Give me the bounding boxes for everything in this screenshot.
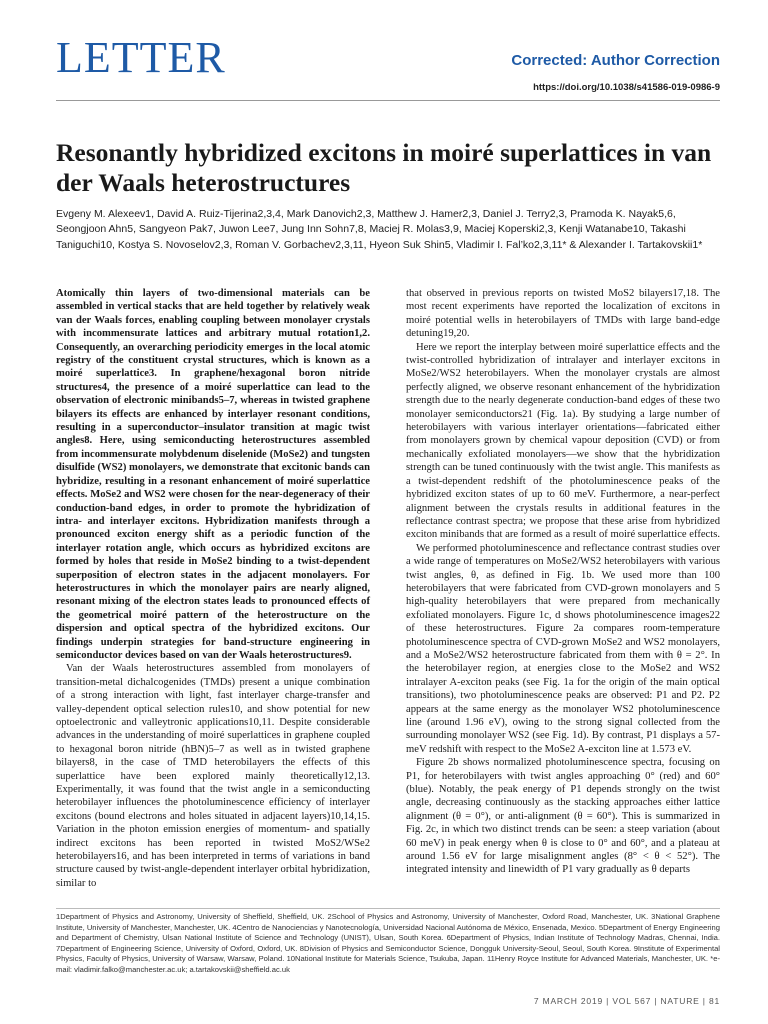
correction-link[interactable]: Corrected: Author Correction [511,52,720,69]
article-title: Resonantly hybridized excitons in moiré superlattices in van der Waals heterostructures [56,138,712,197]
body-paragraph: Figure 2b shows normalized photoluminescence spectra, focusing on P1, for heterobilayers with twist angles approaching 0° (red) and 60° (blue). Notably, the peak energy of P1 depends strongly on the twist angle, decreasing continuously as the stacking approaches either lattice alignment (θ = 0°), or anti-alignment (θ = 60°). This is summarized in Fig. 2c, in which two distinct trends can be seen: a steep variation (about 60 meV) in peak energy when θ is close to 0° and 60°, and a plateau at around 1.56 eV for large misalignment angles (8° < θ < 52°). The integrated intensity and linewidth of P1 vary gradually as θ departs [406,757,720,876]
right-column [406,287,720,877]
body-paragraph: that observed in previous reports on twisted MoS2 bilayers17,18. The most recent experiments have reported the localization of excitons in moiré potential wells in heterobilayers of TMDs with large band-edge detuning19,20. [406,288,720,340]
footnote-divider [56,908,720,909]
body-paragraph: Here we report the interplay between moiré superlattice effects and the twist-controlled hybridization of intralayer and interlayer excitons in MoSe2/WS2 heterobilayers. When the monolayer crystals are almost perfectly aligned, we observe resonant enhancement of the hybridization strength due to the nearly degenerate conduction-band edges of these two monolayer semiconductors21 (Fig. 1a). By studying a large number of heterobilayers with various interlayer orientations—fabricated either from monolayers grown by chemical vapour deposition (CVD) or from mechanically exfoliated monolayers—we show that the hybridization strength can be tuned continuously with the twist angle. This manifests as a twist-dependent redshift of the photoluminescence peaks of the hybridized exciton states of up to 60 meV. Furthermore, a near-perfect alignment between the crystals results in additional features in the reflectance contrast spectra; we propose that these arise from hybridized exciton minibands that are formed as a result of moiré superlattice effects. [406,341,720,541]
affiliations-footnote: 1Department of Physics and Astronomy, University of Sheffield, Sheffield, UK. 2School of Physics and Astronomy, University of Manchester, Oxford Road, Manchester, UK. 3National Graphene Institute, University of Manchester, Manchester, UK. 4Centro de Nanociencias y Nanotecnología, Universidad Nacional Autónoma de México, Ensenada, Mexico. 5Department of Energy Engineering and Department of Chemistry, Ulsan National Institute of Science and Technology (UNIST), Ulsan, South Korea. 6Department of Physics, Indian Institute of Technology Madras, Chennai, India. 7Department of Engineering Science, University of Oxford, Oxford, UK. 8Division of Physics and Semiconductor Science, Dongguk University-Seoul, Seoul, South Korea. 9Institute of Experimental Physics, Faculty of Physics, University of Warsaw, Warsaw, Poland. 10National Institute for Materials Science, Tsukuba, Japan. 11Henry Royce Institute for Advanced Materials, Manchester, UK. *e-mail: vladimir.falko@manchester.ac.uk; a.tartakovskii@sheffield.ac.uk [56,912,720,974]
body-paragraph: Van der Waals heterostructures assembled from monolayers of transition-metal dichalcogenides (TMDs) present a unique combination of a strong interaction with light, fast interlayer charge-transfer and valley-dependent optical selection rules10, and show potential for new optoelectronic and valleytronic applications10,11. Despite considerable advances in the understanding of moiré superlattices in graphene coupled to hexagonal boron nitride (hBN)5–7 as well as in twisted graphene bilayers8, in the case of TMD heterobilayers the effects of this superlattice have been explored mainly theoretically12,13. Experimentally, it was found that the twist angle in a semiconducting heterobilayer influences the photoluminescence efficiency of interlayer excitons (bound electrons and holes situated in adjacent layers)10,14,15. Variation in the photon emission energies of momentum- and spatially indirect excitons has been reported in twisted MoS2/WSe2 heterobilayers16, and has been interpreted in terms of variations in band structure caused by twist-angle-dependent interlayer orbital hybridization, similar to [56,663,370,889]
doi-link[interactable]: https://doi.org/10.1038/s41586-019-0986-9 [533,82,720,93]
page-footer: 7 MARCH 2019 | VOL 567 | NATURE | 81 [533,996,720,1006]
header-divider [56,100,720,101]
left-column [56,287,370,890]
abstract: Atomically thin layers of two-dimensional materials can be assembled in vertical stacks that are held together by relatively weak van der Waals forces, enabling coupling between monolayer crystals with incommensurate lattices and arbitrary mutual rotation1,2. Consequently, an overarching periodicity emerges in the local atomic registry of the constituent crystal structures, which is known as a moiré superlattice3. In graphene/hexagonal boron nitride structures4, the presence of a moiré superlattice can lead to the observation of electronic minibands5–7, whereas in twisted graphene bilayers its effects are enhanced by interlayer resonant conditions, resulting in a superconductor–insulator transition at magic twist angles8. Here, using semiconducting heterostructures assembled from incommensurate molybdenum diselenide (MoSe2) and tungsten disulfide (WS2) monolayers, we demonstrate that excitonic bands can hybridize, resulting in a resonant enhancement of moiré superlattice effects. MoSe2 and WS2 were chosen for the near-degeneracy of their conduction-band edges, in order to promote the hybridization of intra- and interlayer excitons. Hybridization manifests through a pronounced exciton energy shift as a periodic function of the interlayer rotation angle, which occurs as hybridized excitons are formed by holes that reside in MoSe2 binding to a twist-dependent superposition of electron states in the adjacent monolayers. For heterostructures in which the monolayer pairs are nearly aligned, resonant mixing of the electron states leads to pronounced effects of the geometrical moiré pattern of the heterostructure on the dispersion and optical spectra of the hybridized excitons. Our findings underpin strategies for band-structure engineering in semiconductor devices based on van der Waals heterostructures9. [56,288,370,661]
body-paragraph: We performed photoluminescence and reflectance contrast studies over a wide range of temperatures on MoSe2/WS2 heterobilayers with various twist angles, θ, as defined in Fig. 1b. We used more than 100 heterobilayers that were fabricated from CVD-grown monolayers and 5 high-quality heterobilayers that were prepared from mechanically exfoliated monolayers. Figure 1c, d shows photoluminescence images22 of these heterostructures. Figure 2a compares room-temperature photoluminescence spectra of CVD-grown MoSe2 and WS2 monolayers, and a MoSe2/WS2 heterostructure fabricated from them with θ = 2°. In the heterobilayer region, at energies close to the MoSe2 and WS2 intralayer A-exciton peaks (see Fig. 1a for the origin of the main optical transitions), two photoluminescence peaks are observed: P1 and P2. P2 appears at the same energy as the monolayer WS2 photoluminescence line (around 1.96 eV), owing to the strong signal collected from the surrounding monolayer WS2 (see Fig. 1d). By contrast, P1 displays a 57-meV redshift with respect to the MoSe2 A-exciton line at 1.573 eV. [406,542,720,755]
author-list: Evgeny M. Alexeev1, David A. Ruiz-Tijerina2,3,4, Mark Danovich2,3, Matthew J. Hamer2,3, Daniel J. Terry2,3, Pramoda K. Nayak5,6, Seongjoon Ahn5, Sangyeon Pak7, Juwon Lee7, Jung Inn Sohn7,8, Maciej R. Molas3,9, Maciej Koperski2,3, Kenji Watanabe10, Takashi Taniguchi10, Kostya S. Novoselov2,3, Roman V. Gorbachev2,3,11, Hyeon Suk Shin5, Vladimir I. Fal’ko2,3,11* & Alexander I. Tartakovskii1* [56,208,703,251]
article-type-label: LETTER [56,33,226,82]
